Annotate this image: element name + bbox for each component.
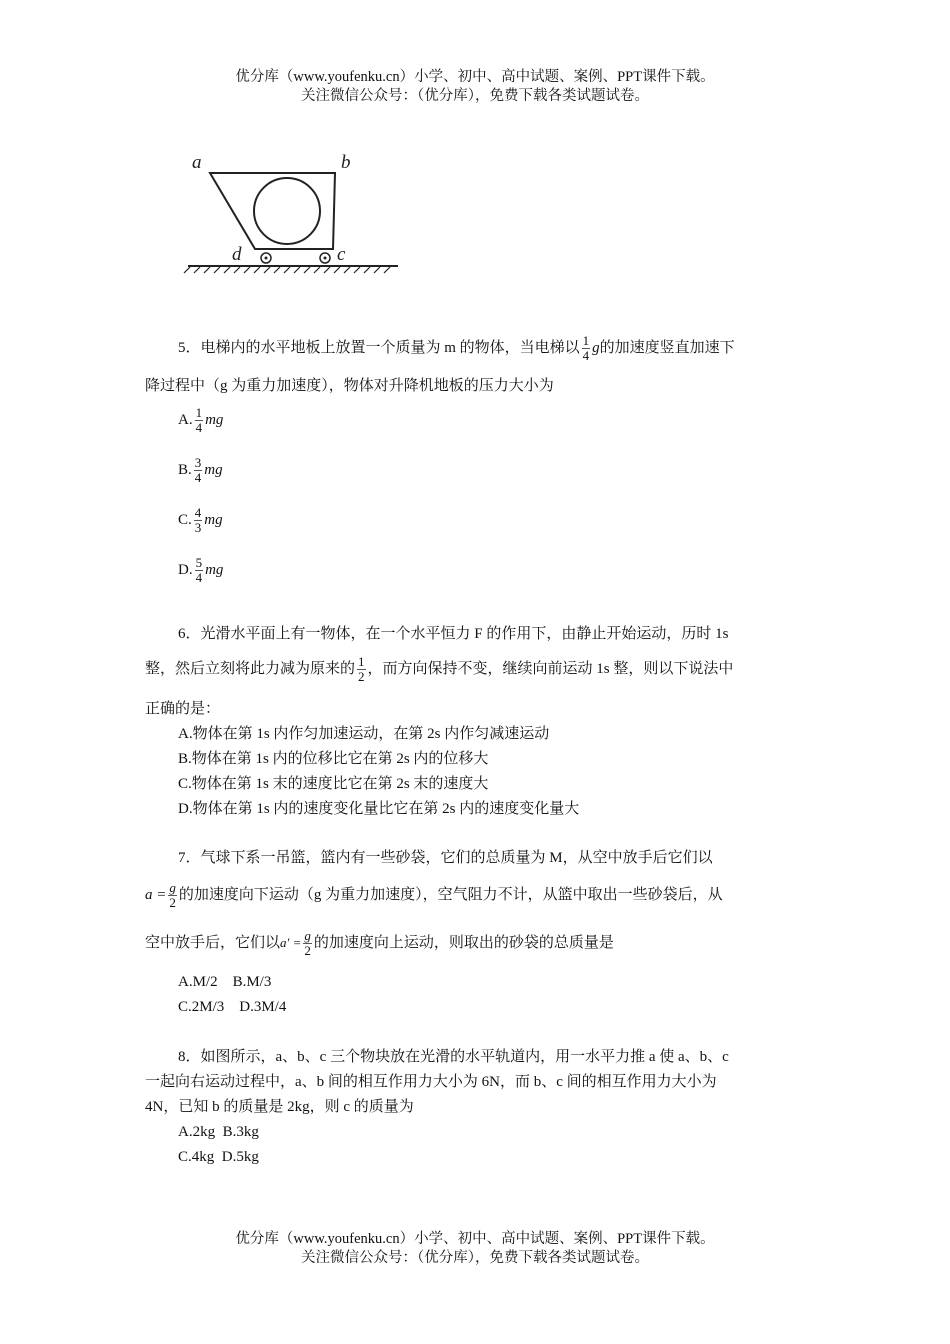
q5-option-d: D. $\frac{5}{4}$ mg — [178, 555, 224, 586]
q6-line-2: 整，然后立刻将此力减为原来的 $\frac{1}{2}$ ，而方向保持不变，继续向前运动 1s 整，则以下说法中 — [145, 654, 734, 685]
q5-line-1: 5．电梯内的水平地板上放置一个质量为 m 的物体，当电梯以 $\frac{1}{4}$ g的加速度竖直加速下 — [178, 333, 735, 364]
q5-line-2: 降过程中（g 为重力加速度），物体对升降机地板的压力大小为 — [145, 378, 554, 394]
q5-option-c: C. $\frac{4}{3}$ mg — [178, 505, 223, 536]
q7-line-2: a = $\frac{g}{2}$ 的加速度向下运动（g 为重力加速度），空气阻力不计，从篮中取出一些砂袋后，从 — [145, 880, 723, 911]
page-footer — [0, 1230, 950, 1268]
q7-options-row-2: C.2M/3 D.3M/4 — [178, 999, 287, 1015]
q6-option-a: A.物体在第 1s 内作匀加速运动，在第 2s 内作匀减速运动 — [178, 726, 550, 742]
q6-line-1: 6．光滑水平面上有一物体，在一个水平恒力 F 的作用下，由静止开始运动，历时 1s — [178, 626, 729, 642]
q5-option-b: B. $\frac{3}{4}$ mg — [178, 455, 223, 486]
cart-figure — [178, 148, 408, 278]
q8-line-2: 一起向右运动过程中，a、b 间的相互作用力大小为 6N，而 b、c 间的相互作用力大小为 — [145, 1074, 717, 1090]
q7-options-row-1: A.M/2 B.M/3 — [178, 974, 272, 990]
q7-fraction-1: $\frac{g}{2}$ — [169, 880, 176, 911]
q6-option-d: D.物体在第 1s 内的速度变化量比它在第 2s 内的速度变化量大 — [178, 801, 580, 817]
q6-line-3: 正确的是： — [145, 701, 221, 717]
ball — [254, 178, 320, 244]
footer-line-1: 优分库（www.youfenku.cn）小学、初中、高中试题、案例、PPT课件下载。 — [235, 1231, 715, 1247]
q6-option-c: C.物体在第 1s 末的速度比它在第 2s 末的速度大 — [178, 776, 489, 792]
q8-line-1: 8．如图所示，a、b、c 三个物块放在光滑的水平轨道内，用一水平力推 a 使 a、b、c — [178, 1049, 729, 1065]
q7-line-3: 空中放手后，它们以a′ = $\frac{g}{2}$ 的加速度向上运动，则取出的砂袋的总质量是 — [145, 928, 614, 959]
label-d: d — [232, 244, 242, 265]
q5-fraction: $\frac{1}{4}$ — [582, 333, 590, 364]
q6-fraction: $\frac{1}{2}$ — [358, 654, 365, 685]
q8-options-row-2: C.4kg D.5kg — [178, 1149, 259, 1165]
q6-option-b: B.物体在第 1s 内的位移比它在第 2s 内的位移大 — [178, 751, 489, 767]
q8-line-3: 4N，已知 b 的质量是 2kg，则 c 的质量为 — [145, 1099, 414, 1115]
footer-line-2: 关注微信公众号：（优分库），免费下载各类试题试卷。 — [301, 1250, 649, 1266]
label-c: c — [337, 244, 346, 265]
q7-fraction-2: $\frac{g}{2}$ — [304, 928, 311, 959]
cart-body — [210, 173, 335, 249]
q7-line-1: 7．气球下系一吊篮，篮内有一些砂袋，它们的总质量为 M，从空中放手后它们以 — [178, 850, 713, 866]
header-line-2: 关注微信公众号：（优分库），免费下载各类试题试卷。 — [301, 88, 649, 104]
label-b: b — [341, 152, 351, 173]
label-a: a — [192, 152, 202, 173]
q8-options-row-1: A.2kg B.3kg — [178, 1124, 259, 1140]
header-line-1: 优分库（www.youfenku.cn）小学、初中、高中试题、案例、PPT课件下载。 — [235, 69, 715, 85]
page-header — [0, 68, 950, 106]
q5-option-a: A. $\frac{1}{4}$ mg — [178, 405, 224, 436]
